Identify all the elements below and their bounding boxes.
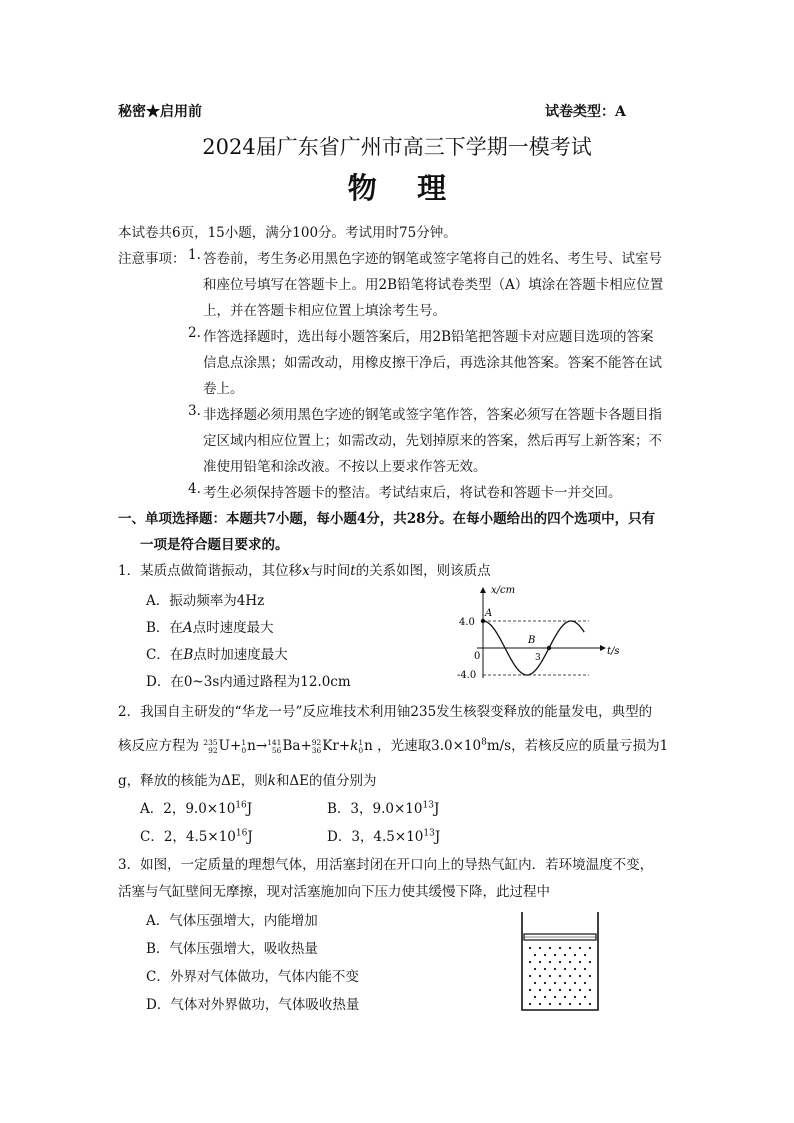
note-line: 答卷前，考生务必用黑色字迹的钢笔或签字笔将自己的姓名、考生号、试室号: [203, 251, 662, 267]
gas-particle: [584, 996, 586, 998]
gas-particle: [549, 961, 551, 963]
q3-option-c: C．外界对气体做功，气体内能不变: [146, 969, 359, 985]
section-title: 一、单项选择题：本题共7小题，每小题4分，共28分。在每小题给出的四个选项中，只有: [118, 511, 656, 527]
gas-particle: [539, 989, 541, 991]
gas-particle: [554, 996, 556, 998]
nuclear-equation: 235 92U+1 0n→141 56Ba+92 36Kr+k1 0n: [203, 737, 373, 755]
gas-particle: [534, 982, 536, 984]
q2-option-b: B．3，$9.0\times 10^{13}J$: [327, 800, 440, 817]
gas-particle: [544, 968, 546, 970]
gas-particle: [574, 954, 576, 956]
gas-particle: [559, 961, 561, 963]
q3-option-a: A．气体压强增大，内能增加: [146, 913, 318, 929]
gas-particle: [569, 989, 571, 991]
gas-particle: [579, 1003, 581, 1005]
gas-particle: [564, 996, 566, 998]
gas-particle: [559, 1003, 561, 1005]
notes-label: 注意事项：: [118, 251, 186, 267]
q1-option-b: B．在A点时速度最大: [146, 620, 274, 636]
gas-particle: [539, 1003, 541, 1005]
gas-particle: [559, 989, 561, 991]
gas-particle: [539, 975, 541, 977]
q1-option-a: A．振动频率为4Hz: [146, 593, 265, 609]
gas-particle: [579, 947, 581, 949]
q1-option-c: C．在B点时加速度最大: [146, 647, 288, 663]
gas-particle: [584, 954, 586, 956]
gas-particle: [569, 1003, 571, 1005]
note-line: 定区域内相应位置上；如需改动，先划掉原来的答案，然后再写上新答案；不: [203, 433, 662, 449]
gas-particle: [554, 968, 556, 970]
note-line: 非选择题必须用黑色字迹的钢笔或签字笔作答，答案必须写在答题卡各题目指: [203, 407, 662, 423]
question-2-line3: g，释放的核能为ΔE，则k和ΔE的值分别为: [118, 773, 377, 789]
note-line: 卷上。: [203, 381, 244, 397]
gas-particle: [539, 961, 541, 963]
gas-particle: [569, 947, 571, 949]
shm-graph: [455, 578, 635, 688]
gas-particle: [569, 961, 571, 963]
gas-cylinder-figure: [518, 910, 602, 1014]
q2-option-c: C．2，$4.5\times 10^{16}J$: [140, 828, 253, 845]
gas-particle: [534, 996, 536, 998]
gas-particle: [564, 982, 566, 984]
gas-particle: [529, 989, 531, 991]
gas-particle: [554, 982, 556, 984]
gas-particle: [539, 947, 541, 949]
secret-label: 秘密★启用前: [118, 104, 202, 120]
note-line: 上，并在答题卡相应位置上填涂考生号。: [203, 303, 446, 319]
gas-particle: [549, 975, 551, 977]
gas-particle: [589, 989, 591, 991]
note-number: 2.: [188, 325, 201, 341]
gas-particle: [529, 1003, 531, 1005]
gas-particle: [559, 947, 561, 949]
gas-particles: [529, 947, 591, 1005]
gas-particle: [554, 954, 556, 956]
point-a-marker: [481, 619, 485, 623]
question-3-line1: 3．如图，一定质量的理想气体，用活塞封闭在开口向上的导热气缸内．若环境温度不变，: [118, 857, 654, 873]
gas-particle: [579, 989, 581, 991]
gas-particle: [589, 1003, 591, 1005]
gas-particle: [529, 947, 531, 949]
gas-particle: [574, 982, 576, 984]
gas-particle: [569, 975, 571, 977]
point-b-marker: [547, 646, 551, 650]
gas-particle: [574, 996, 576, 998]
gas-particle: [544, 954, 546, 956]
question-2-line2: 核反应方程为 235 92U+1 0n→141 56Ba+92 36Kr+k1 0n ，光速取$3.0\times 10^8m/s$，若核反应的质量亏损为1: [118, 737, 669, 755]
gas-particle: [584, 982, 586, 984]
y-axis-label: x/cm: [491, 585, 516, 596]
gas-particle: [579, 961, 581, 963]
gas-particle: [529, 961, 531, 963]
gas-particle: [589, 947, 591, 949]
gas-particle: [574, 968, 576, 970]
gas-particle: [549, 989, 551, 991]
t-tick-3: 3: [535, 653, 541, 663]
gas-particle: [589, 961, 591, 963]
note-line: 作答选择题时，选出每小题答案后，用2B铅笔把答题卡对应题目选项的答案: [203, 329, 654, 345]
subject-title: 物 理: [347, 171, 447, 205]
gas-particle: [559, 975, 561, 977]
y-bottom-tick: -4.0: [457, 670, 477, 681]
q1-option-d: D．在0~3s内通过路程为12.0cm: [146, 674, 351, 690]
exam-summary: 本试卷共6页，15小题，满分100分。考试用时75分钟。: [118, 225, 457, 241]
gas-particle: [549, 947, 551, 949]
note-line: 和座位号填写在答题卡上。用2B铅笔将试卷类型（A）填涂在答题卡相应位置: [203, 277, 664, 293]
gas-particle: [549, 1003, 551, 1005]
section-title-cont: 一项是符合题目要求的。: [140, 537, 289, 553]
q3-option-d: D．气体对外界做功，气体吸收热量: [146, 997, 360, 1013]
gas-particle: [534, 954, 536, 956]
y-top-tick: 4.0: [459, 617, 475, 628]
note-number: 4.: [188, 481, 201, 497]
gas-particle: [534, 968, 536, 970]
gas-particle: [564, 954, 566, 956]
note-number: 3.: [188, 403, 201, 419]
q2-option-a: A．2，$9.0\times 10^{16}J$: [140, 800, 253, 817]
gas-particle: [544, 982, 546, 984]
note-line: 准使用铅笔和涂改液。不按以上要求作答无效。: [203, 459, 487, 475]
q3-option-b: B．气体压强增大，吸收热量: [146, 941, 318, 957]
x-axis-label: t/s: [607, 646, 620, 657]
question-3-line2: 活塞与气缸壁间无摩擦，现对活塞施加向下压力使其缓慢下降，此过程中: [118, 884, 550, 900]
note-number: 1.: [188, 247, 201, 263]
question-2-line1: 2．我国自主研发的“华龙一号”反应堆技术利用铀235发生核裂变释放的能量发电，典型的: [118, 704, 653, 720]
note-line: 考生必须保持答题卡的整洁。考试结束后，将试卷和答题卡一并交回。: [203, 485, 622, 501]
gas-particle: [529, 975, 531, 977]
question-1-stem: 1．某质点做简谐振动，其位移x与时间t的关系如图，则该质点: [118, 563, 491, 579]
point-b-label: B: [528, 635, 536, 646]
gas-particle: [584, 968, 586, 970]
exam-title: 2024届广东省广州市高三下学期一模考试: [202, 135, 592, 159]
note-line: 信息点涂黑；如需改动，用橡皮擦干净后，再选涂其他答案。答案不能答在试: [203, 355, 662, 371]
gas-particle: [579, 975, 581, 977]
point-a-label: A: [485, 608, 493, 619]
q2-option-d: D．3，$4.5\times 10^{13}J$: [327, 828, 441, 845]
gas-particle: [589, 975, 591, 977]
gas-particle: [544, 996, 546, 998]
gas-particle: [564, 968, 566, 970]
origin-label: 0: [474, 651, 481, 662]
paper-type-label: 试卷类型：A: [545, 104, 626, 120]
